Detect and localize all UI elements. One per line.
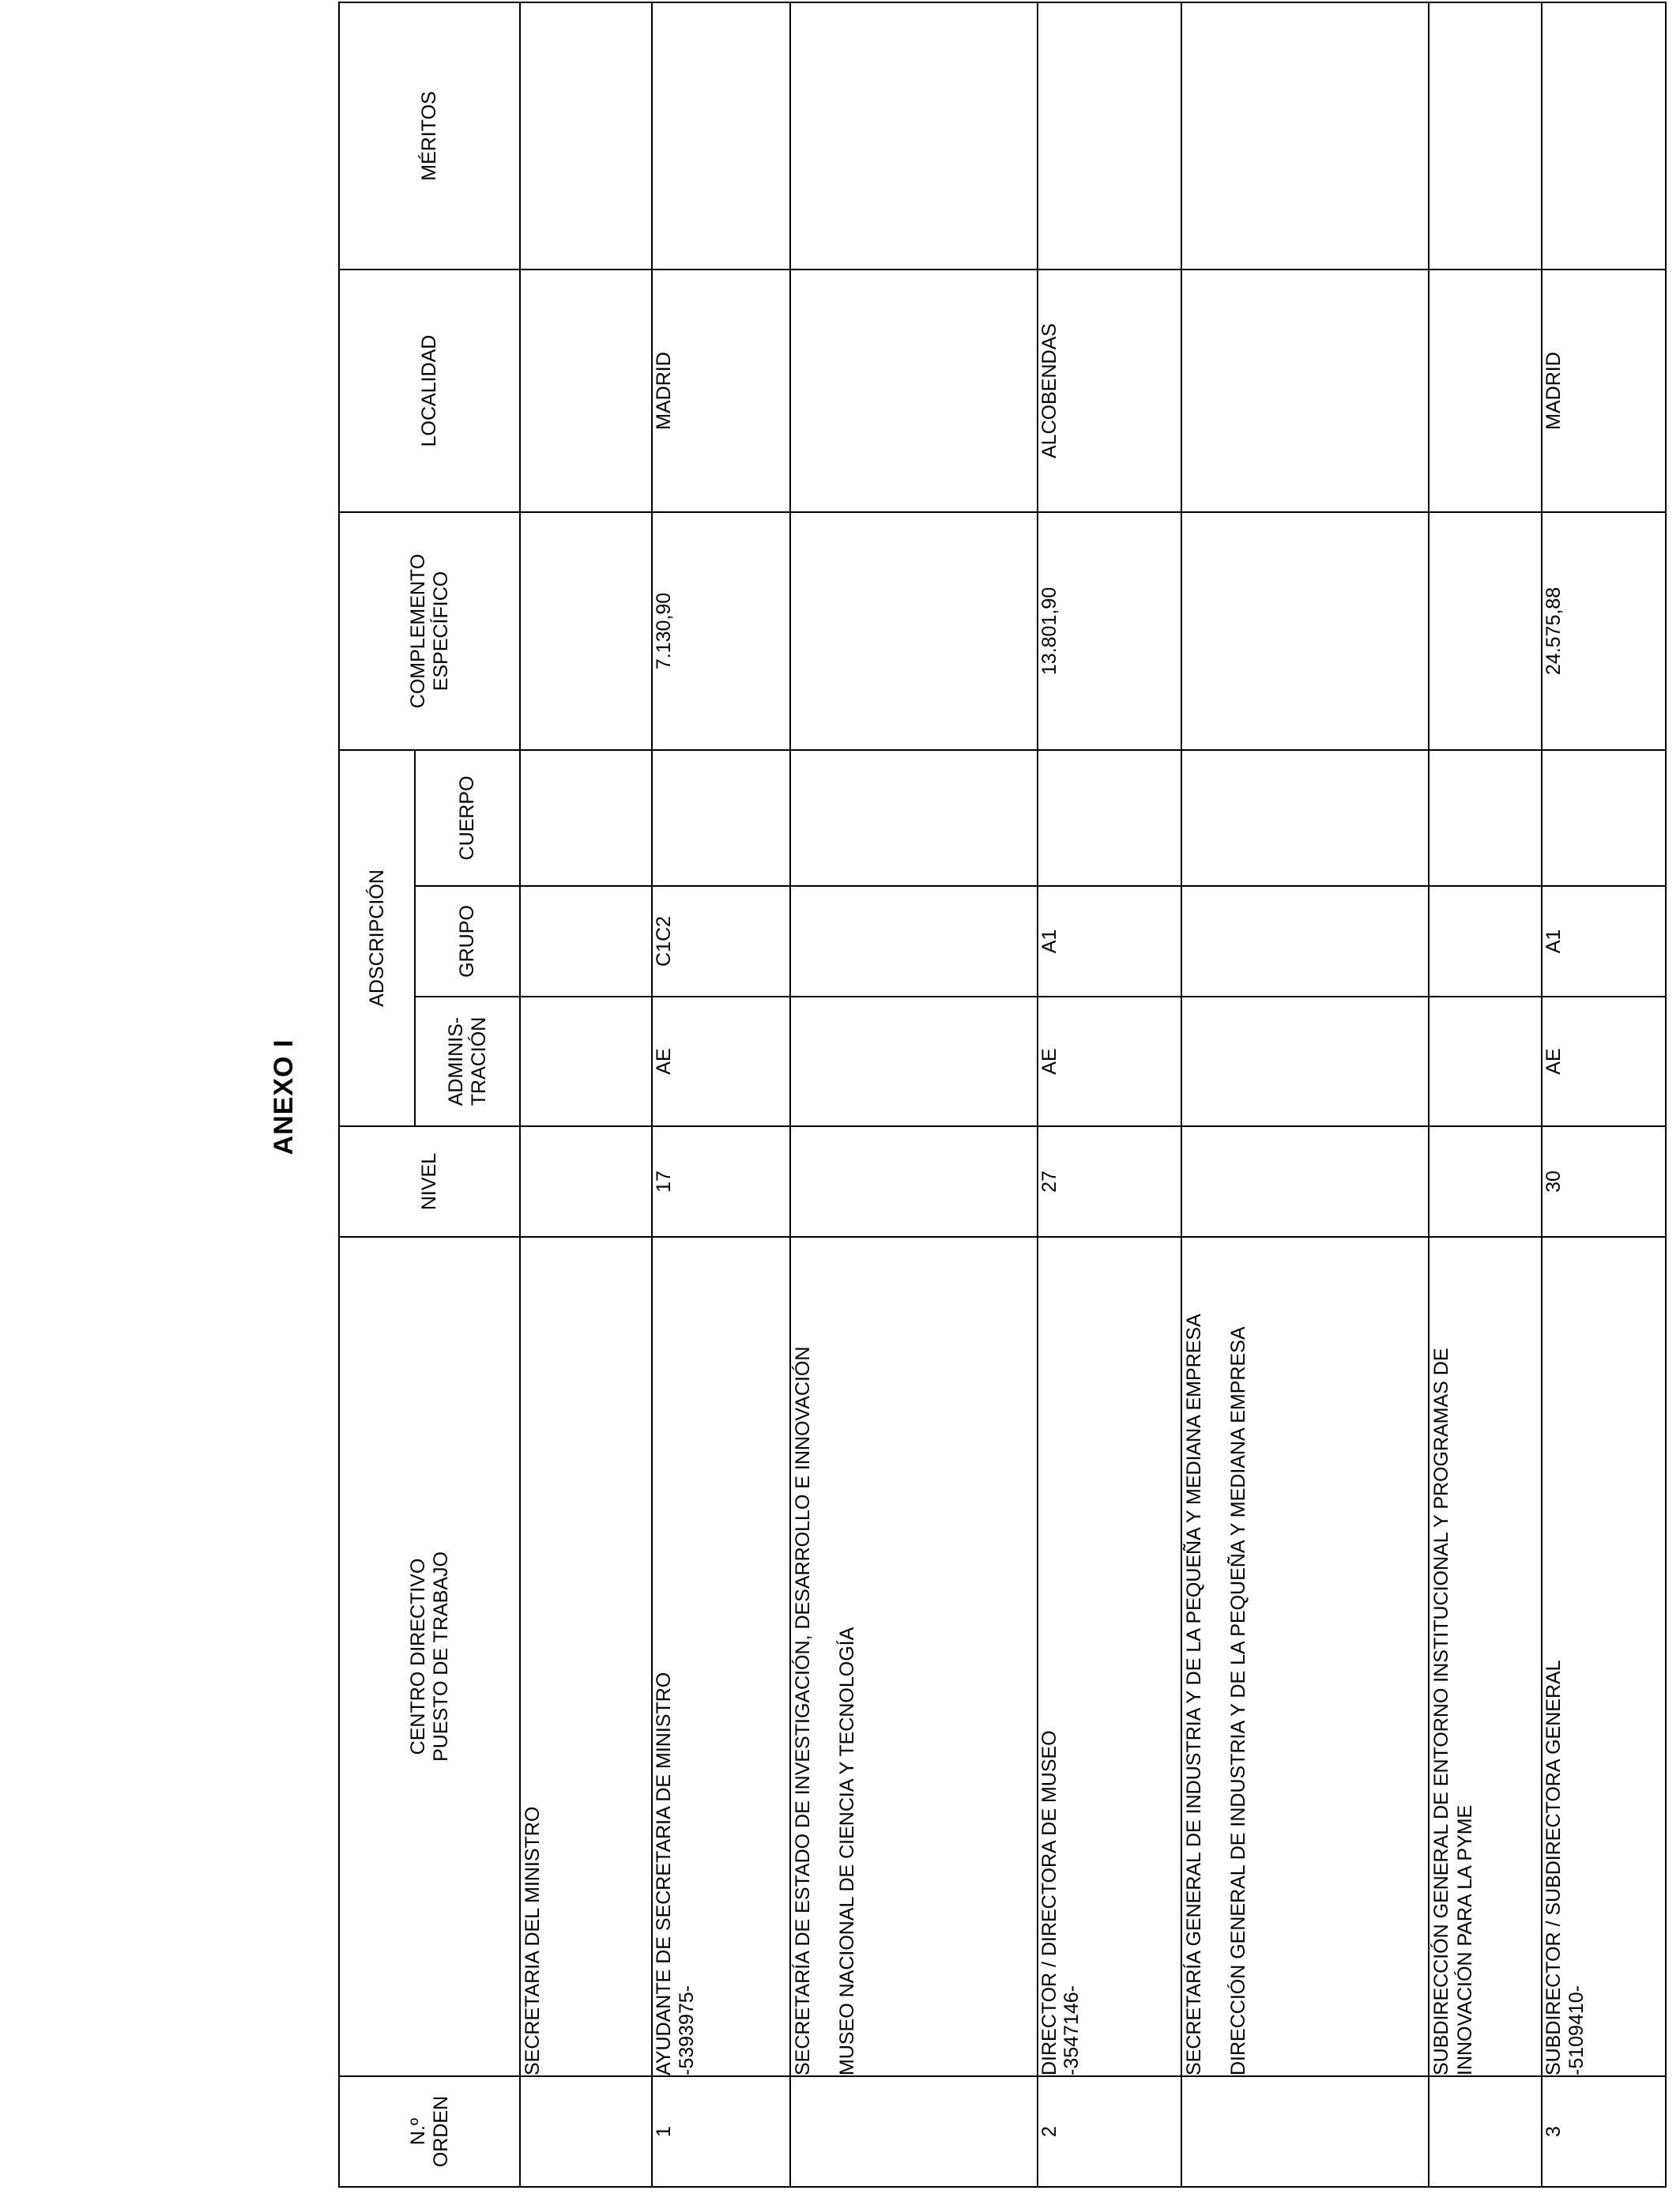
cell-orden: [1429, 2076, 1542, 2187]
puesto-label: DIRECTOR / DIRECTORA DE MUSEO: [1038, 1730, 1060, 2075]
header-administracion: [415, 997, 520, 1126]
cell-complemento: 7.130,90: [652, 512, 790, 750]
table-row: [1038, 2, 1182, 2187]
header-administracion-line1: ADMINIS-: [444, 1016, 467, 1106]
puesto-code: -3547146-: [1060, 1985, 1083, 2075]
header-cuerpo: CUERPO: [415, 750, 520, 886]
section-row: [520, 2, 652, 2187]
header-centro-line2: PUESTO DE TRABAJO: [429, 1551, 452, 1762]
header-grupo: GRUPO: [415, 886, 520, 997]
cell-complemento: 24.575,88: [1542, 512, 1666, 750]
puesto-code: -5109410-: [1565, 1985, 1588, 2075]
cell-localidad: MADRID: [652, 270, 790, 512]
annex-title: ANEXO I: [269, 1039, 299, 1155]
section-row: [790, 2, 1038, 2187]
cell-administracion: AE: [652, 997, 790, 1126]
section-line: SECRETARÍA GENERAL DE INDUSTRIA Y DE LA PEQUEÑA Y MEDIANA EMPRESA: [1183, 1314, 1206, 2075]
header-orden-line1: N.º: [406, 2117, 429, 2146]
puesto-label: SUBDIRECTOR / SUBDIRECTORA GENERAL: [1543, 1660, 1565, 2075]
header-orden: [339, 2076, 520, 2187]
puesto-code: -5393975-: [675, 1985, 698, 2075]
header-complemento-line1: COMPLEMENTO: [406, 553, 429, 709]
cell-grupo: A1: [1038, 886, 1182, 997]
table-row: [1542, 2, 1666, 2187]
header-meritos: MÉRITOS: [339, 2, 520, 270]
header-complemento-line2: ESPECÍFICO: [429, 571, 452, 692]
cell-meritos: [1542, 2, 1666, 270]
header-adscripcion: ADSCRIPCIÓN: [339, 750, 415, 1126]
header-centro: [339, 1237, 520, 2076]
header-centro-line1: CENTRO DIRECTIVO: [406, 1558, 429, 1755]
cell-administracion: AE: [1542, 997, 1666, 1126]
section-line: SUBDIRECCIÓN GENERAL DE ENTORNO INSTITUCIONAL Y PROGRAMAS DE INNOVACIÓN PARA LA PYME: [1430, 1348, 1477, 2075]
cell-cuerpo: [652, 750, 790, 886]
cell-nivel: 17: [652, 1126, 790, 1237]
cell-puesto: [652, 1237, 790, 2076]
cell-puesto: [1038, 1237, 1182, 2076]
cell-orden: [520, 2076, 652, 2187]
cell-orden: 3: [1542, 2076, 1666, 2187]
cell-nivel: 30: [1542, 1126, 1666, 1237]
cell-meritos: [652, 2, 790, 270]
header-localidad: LOCALIDAD: [339, 270, 520, 512]
section-line: SECRETARÍA DE ESTADO DE INVESTIGACIÓN, DESARROLLO E INNOVACIÓN: [791, 1346, 814, 2075]
section-line: MUSEO NACIONAL DE CIENCIA Y TECNOLOGÍA: [835, 1627, 858, 2075]
cell-complemento: 13.801,90: [1038, 512, 1182, 750]
cell-meritos: [1038, 2, 1182, 270]
cell-orden: [790, 2076, 1038, 2187]
header-administracion-line2: TRACIÓN: [467, 1016, 490, 1106]
section-row: [1181, 2, 1429, 2187]
section-title-cell: [520, 1237, 652, 2076]
header-complemento: [339, 512, 520, 750]
section-row: [1429, 2, 1542, 2187]
cell-localidad: ALCOBENDAS: [1038, 270, 1182, 512]
header-nivel: NIVEL: [339, 1126, 520, 1237]
section-title-cell: [1181, 1237, 1429, 2076]
cell-cuerpo: [1542, 750, 1666, 886]
section-line: DIRECCIÓN GENERAL DE INDUSTRIA Y DE LA PEQUEÑA Y MEDIANA EMPRESA: [1227, 1326, 1250, 2075]
header-orden-line2: ORDEN: [429, 2095, 452, 2168]
section-line: SECRETARIA DEL MINISTRO: [522, 1806, 544, 2075]
section-title-cell: [1429, 1237, 1542, 2076]
section-title-cell: [790, 1237, 1038, 2076]
cell-administracion: AE: [1038, 997, 1182, 1126]
cell-cuerpo: [1038, 750, 1182, 886]
cell-nivel: 27: [1038, 1126, 1182, 1237]
positions-table: [338, 2, 1667, 2188]
cell-localidad: MADRID: [1542, 270, 1666, 512]
cell-orden: 1: [652, 2076, 790, 2187]
table-row: [652, 2, 790, 2187]
cell-grupo: C1C2: [652, 886, 790, 997]
puesto-label: AYUDANTE DE SECRETARIA DE MINISTRO: [652, 1672, 675, 2075]
cell-puesto: [1542, 1237, 1666, 2076]
cell-orden: 2: [1038, 2076, 1182, 2187]
cell-grupo: A1: [1542, 886, 1666, 997]
cell-orden: [1181, 2076, 1429, 2187]
